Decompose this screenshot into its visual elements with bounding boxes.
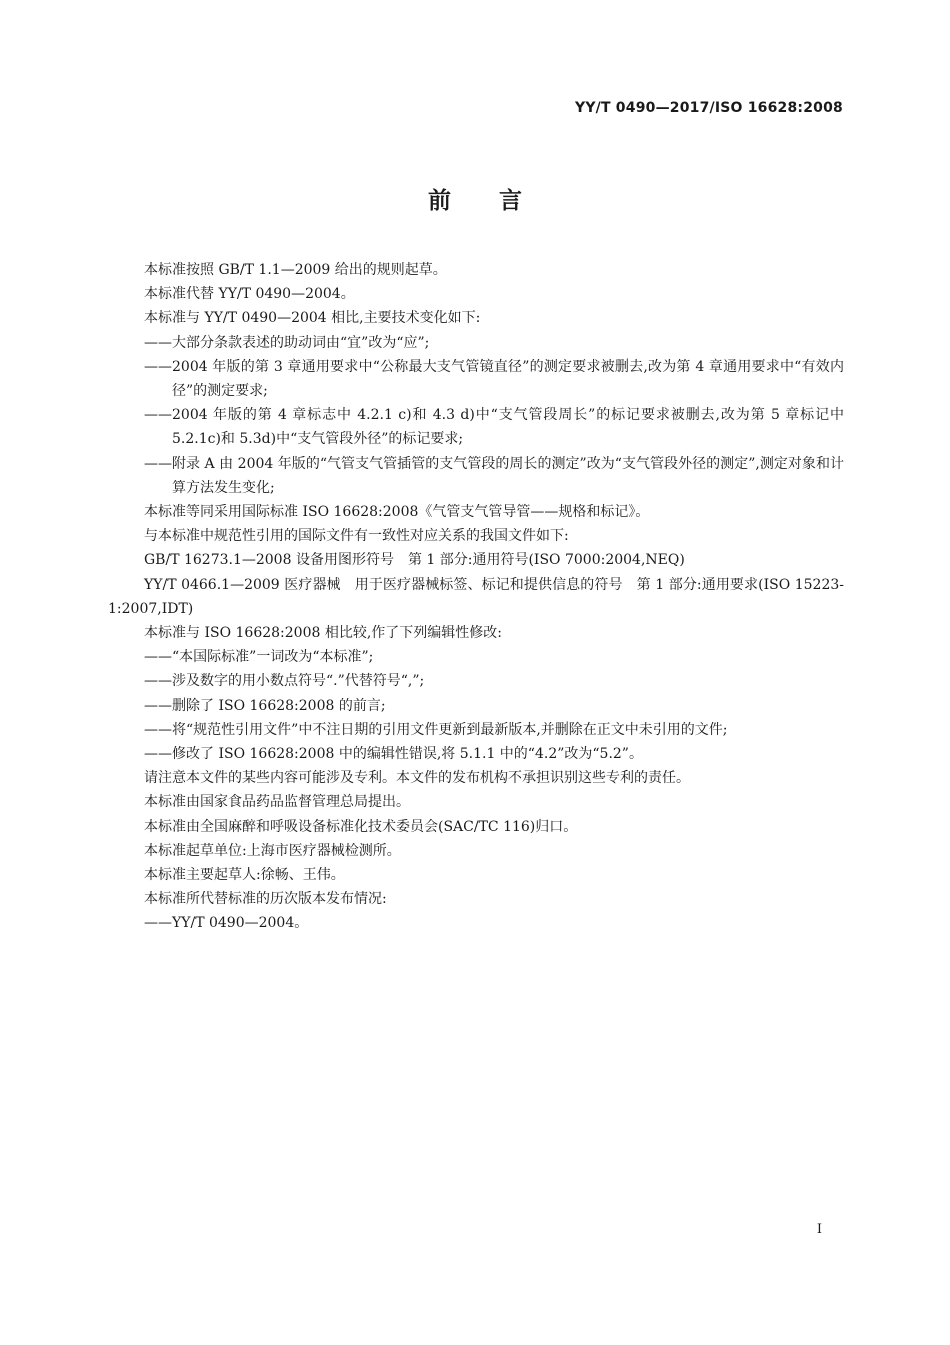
standard-code-header: YY/T 0490—2017/ISO 16628:2008	[575, 100, 843, 116]
list-item: ——2004 年版的第 4 章标志中 4.2.1 c)和 4.3 d)中“支气管段周长”的标记要求被删去,改为第 5 章标记中 5.2.1c)和 5.3d)中“支气管段外径”的标记要求;	[144, 407, 844, 448]
page-title: 前言	[428, 188, 570, 214]
paragraph: 本标准由国家食品药品监督管理总局提出。	[144, 794, 410, 811]
paragraph: 本标准起草单位:上海市医疗器械检测所。	[144, 842, 401, 859]
list-item: ——2004 年版的第 3 章通用要求中“公称最大支气管镜直径”的测定要求被删去,改为第 4 章通用要求中“有效内径”的测定要求;	[144, 358, 844, 400]
list-item: ——删除了 ISO 16628:2008 的前言;	[144, 697, 386, 714]
paragraph: 本标准代替 YY/T 0490—2004。	[144, 286, 355, 303]
list-item: ——将“规范性引用文件”中不注日期的引用文件更新到最新版本,并删除在正文中未引用的文件;	[144, 721, 728, 738]
paragraph: YY/T 0466.1—2009 医疗器械 用于医疗器械标签、标记和提供信息的符号 第 1 部分:通用要求(ISO 15223-1:2007,IDT)	[108, 576, 844, 617]
paragraph: 本标准主要起草人:徐畅、王伟。	[144, 867, 345, 884]
paragraph: 本标准由全国麻醉和呼吸设备标准化技术委员会(SAC/TC 116)归口。	[144, 818, 578, 835]
paragraph: 本标准按照 GB/T 1.1—2009 给出的规则起草。	[144, 262, 447, 278]
paragraph: 本标准所代替标准的历次版本发布情况:	[144, 891, 387, 908]
list-item: ——修改了 ISO 16628:2008 中的编辑性错误,将 5.1.1 中的“4.2”改为“5.2”。	[144, 746, 643, 763]
list-item: ——“本国际标准”一词改为“本标准”;	[144, 649, 374, 666]
paragraph: 请注意本文件的某些内容可能涉及专利。本文件的发布机构不承担识别这些专利的责任。	[144, 770, 690, 787]
paragraph: 与本标准中规范性引用的国际文件有一致性对应关系的我国文件如下:	[144, 528, 569, 545]
paragraph: 本标准与 ISO 16628:2008 相比较,作了下列编辑性修改:	[144, 625, 502, 642]
page-number: I	[816, 1222, 822, 1237]
paragraph: GB/T 16273.1—2008 设备用图形符号 第 1 部分:通用符号(ISO 7000:2004,NEQ)	[144, 552, 685, 569]
list-item: ——附录 A 由 2004 年版的“气管支气管插管的支气管段的周长的测定”改为“支气管段外径的测定”,测定对象和计算方法发生变化;	[144, 455, 844, 496]
list-item: ——YY/T 0490—2004。	[144, 915, 309, 932]
list-item: ——涉及数字的用小数点符号“.”代替符号“,”;	[144, 673, 425, 690]
list-item: ——大部分条款表述的助动词由“宜”改为“应”;	[144, 334, 430, 351]
paragraph: 本标准等同采用国际标准 ISO 16628:2008《气管支气管导管——规格和标记》。	[144, 504, 650, 521]
foreword-body	[108, 258, 844, 936]
paragraph: 本标准与 YY/T 0490—2004 相比,主要技术变化如下:	[144, 310, 481, 327]
